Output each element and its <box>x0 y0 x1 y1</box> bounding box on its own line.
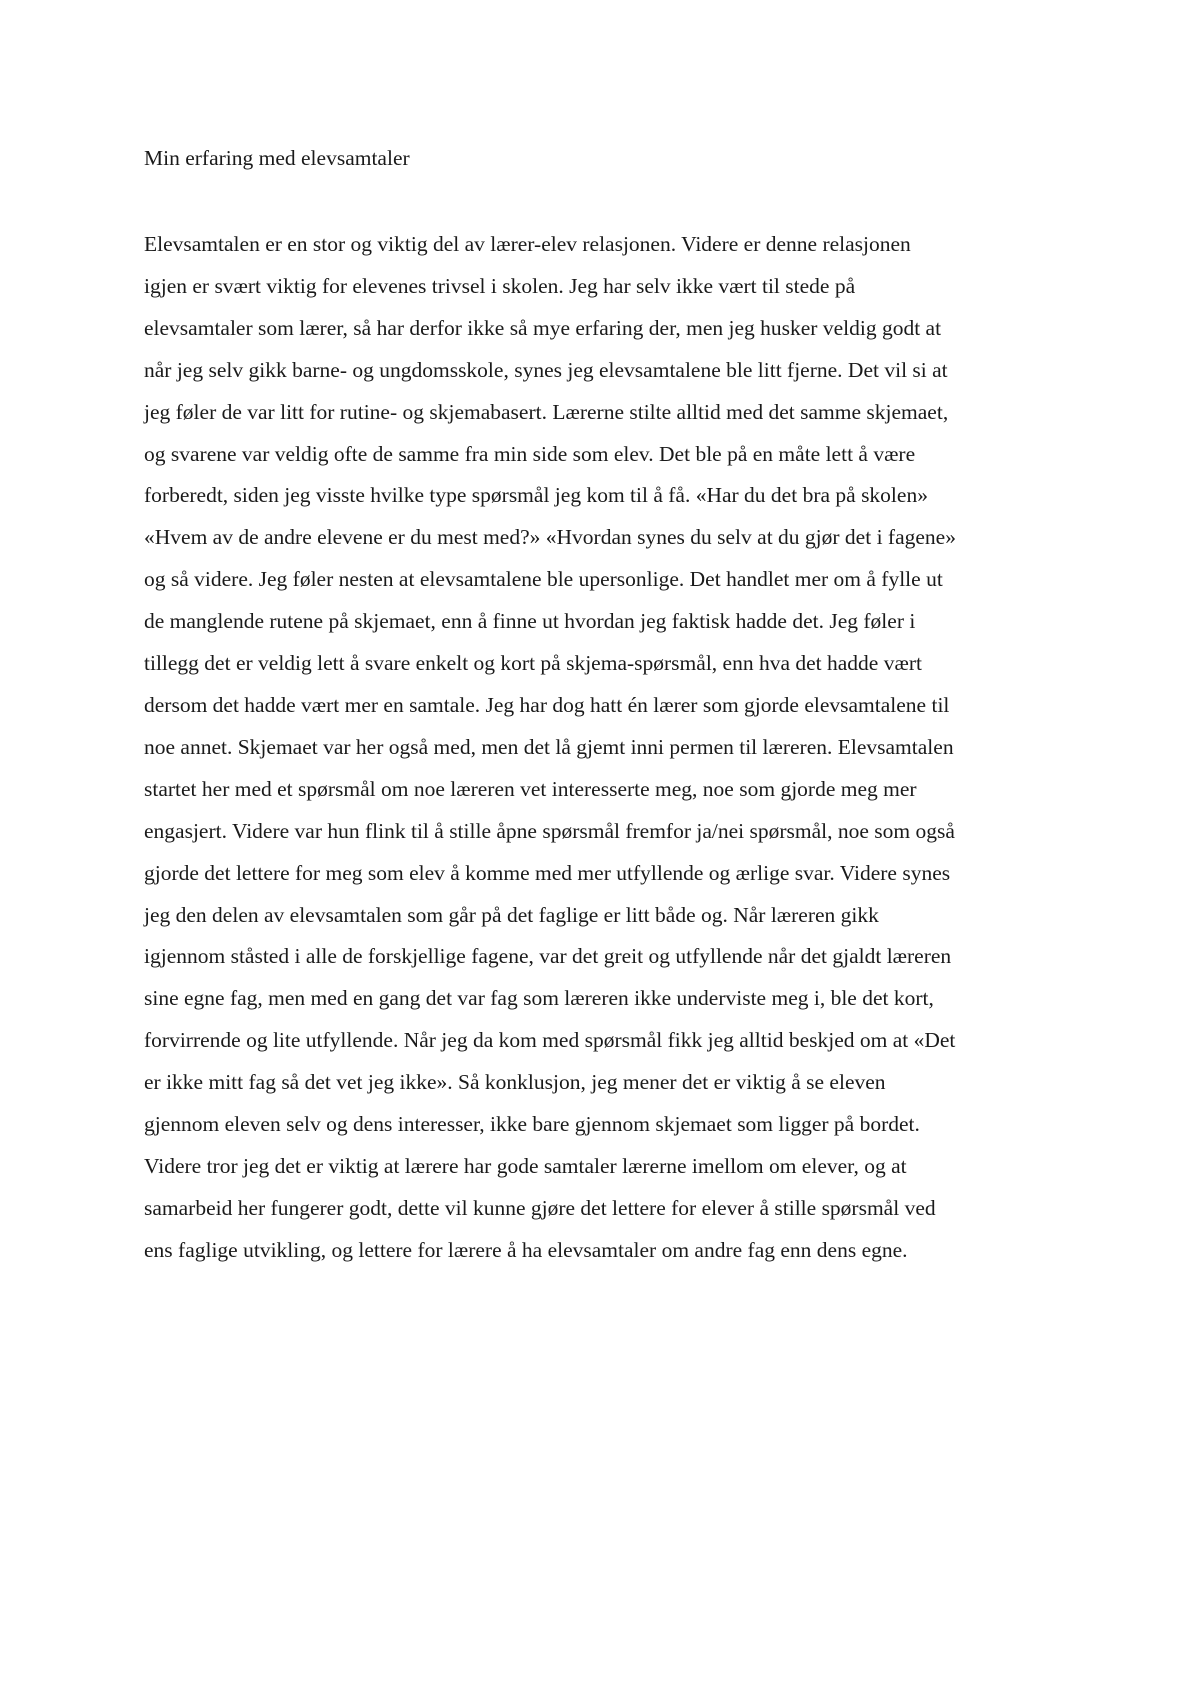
body-line: forvirrende og lite utfyllende. Når jeg da kom med spørsmål fikk jeg alltid beskjed om at «Det <box>144 1028 956 1053</box>
document-body <box>144 224 1064 1272</box>
body-line: forberedt, siden jeg visste hvilke type spørsmål jeg kom til å få. «Har du det bra på skolen» <box>144 483 928 508</box>
body-line: dersom det hadde vært mer en samtale. Jeg har dog hatt én lærer som gjorde elevsamtalene til <box>144 692 950 717</box>
body-line: Videre tror jeg det er viktig at lærere har gode samtaler lærerne imellom om elever, og at <box>144 1153 907 1178</box>
body-line: Elevsamtalen er en stor og viktig del av lærer-elev relasjonen. Videre er denne relasjonen <box>144 232 911 256</box>
body-line: jeg føler de var litt for rutine- og skjemabasert. Lærerne stilte alltid med det samme skjemaet, <box>144 399 949 424</box>
body-line: engasjert. Videre var hun flink til å stille åpne spørsmål fremfor ja/nei spørsmål, noe som også <box>144 818 955 843</box>
body-line: «Hvem av de andre elevene er du mest med?» «Hvordan synes du selv at du gjør det i fagene» <box>144 525 956 550</box>
body-line: og svarene var veldig ofte de samme fra min side som elev. Det ble på en måte lett å være <box>144 441 916 466</box>
body-line: igjennom ståsted i alle de forskjellige fagene, var det greit og utfyllende når det gjaldt læreren <box>144 944 952 969</box>
document-title: Min erfaring med elevsamtaler <box>144 146 410 170</box>
body-line: de manglende rutene på skjemaet, enn å finne ut hvordan jeg faktisk hadde det. Jeg føler i <box>144 609 916 634</box>
body-line: ens faglige utvikling, og lettere for lærere å ha elevsamtaler om andre fag enn dens egne. <box>144 1237 908 1262</box>
body-line: tillegg det er veldig lett å svare enkelt og kort på skjema-spørsmål, enn hva det hadde vært <box>144 651 922 676</box>
body-line: gjorde det lettere for meg som elev å komme med mer utfyllende og ærlige svar. Videre synes <box>144 860 951 885</box>
body-line: noe annet. Skjemaet var her også med, men det lå gjemt inni permen til læreren. Elevsamtalen <box>144 734 954 759</box>
body-line: når jeg selv gikk barne- og ungdomsskole, synes jeg elevsamtalene ble litt fjerne. Det vil si at <box>144 357 948 382</box>
body-line: jeg den delen av elevsamtalen som går på det faglige er litt både og. Når læreren gikk <box>144 902 879 927</box>
body-line: startet her med et spørsmål om noe læreren vet interesserte meg, noe som gjorde meg mer <box>144 776 917 801</box>
body-line: elevsamtaler som lærer, så har derfor ikke så mye erfaring der, men jeg husker veldig godt at <box>144 315 942 340</box>
body-line: samarbeid her fungerer godt, dette vil kunne gjøre det lettere for elever å stille spørsmål ved <box>144 1195 936 1220</box>
body-line: sine egne fag, men med en gang det var fag som læreren ikke underviste meg i, ble det kort, <box>144 986 934 1011</box>
body-line: er ikke mitt fag så det vet jeg ikke». Så konklusjon, jeg mener det er viktig å se eleven <box>144 1070 886 1095</box>
document-content <box>144 141 1064 1272</box>
body-line: igjen er svært viktig for elevenes trivsel i skolen. Jeg har selv ikke vært til stede på <box>144 273 856 298</box>
body-line: og så videre. Jeg føler nesten at elevsamtalene ble upersonlige. Det handlet mer om å fylle ut <box>144 567 943 592</box>
body-line: gjennom eleven selv og dens interesser, ikke bare gjennom skjemaet som ligger på bordet. <box>144 1112 920 1137</box>
